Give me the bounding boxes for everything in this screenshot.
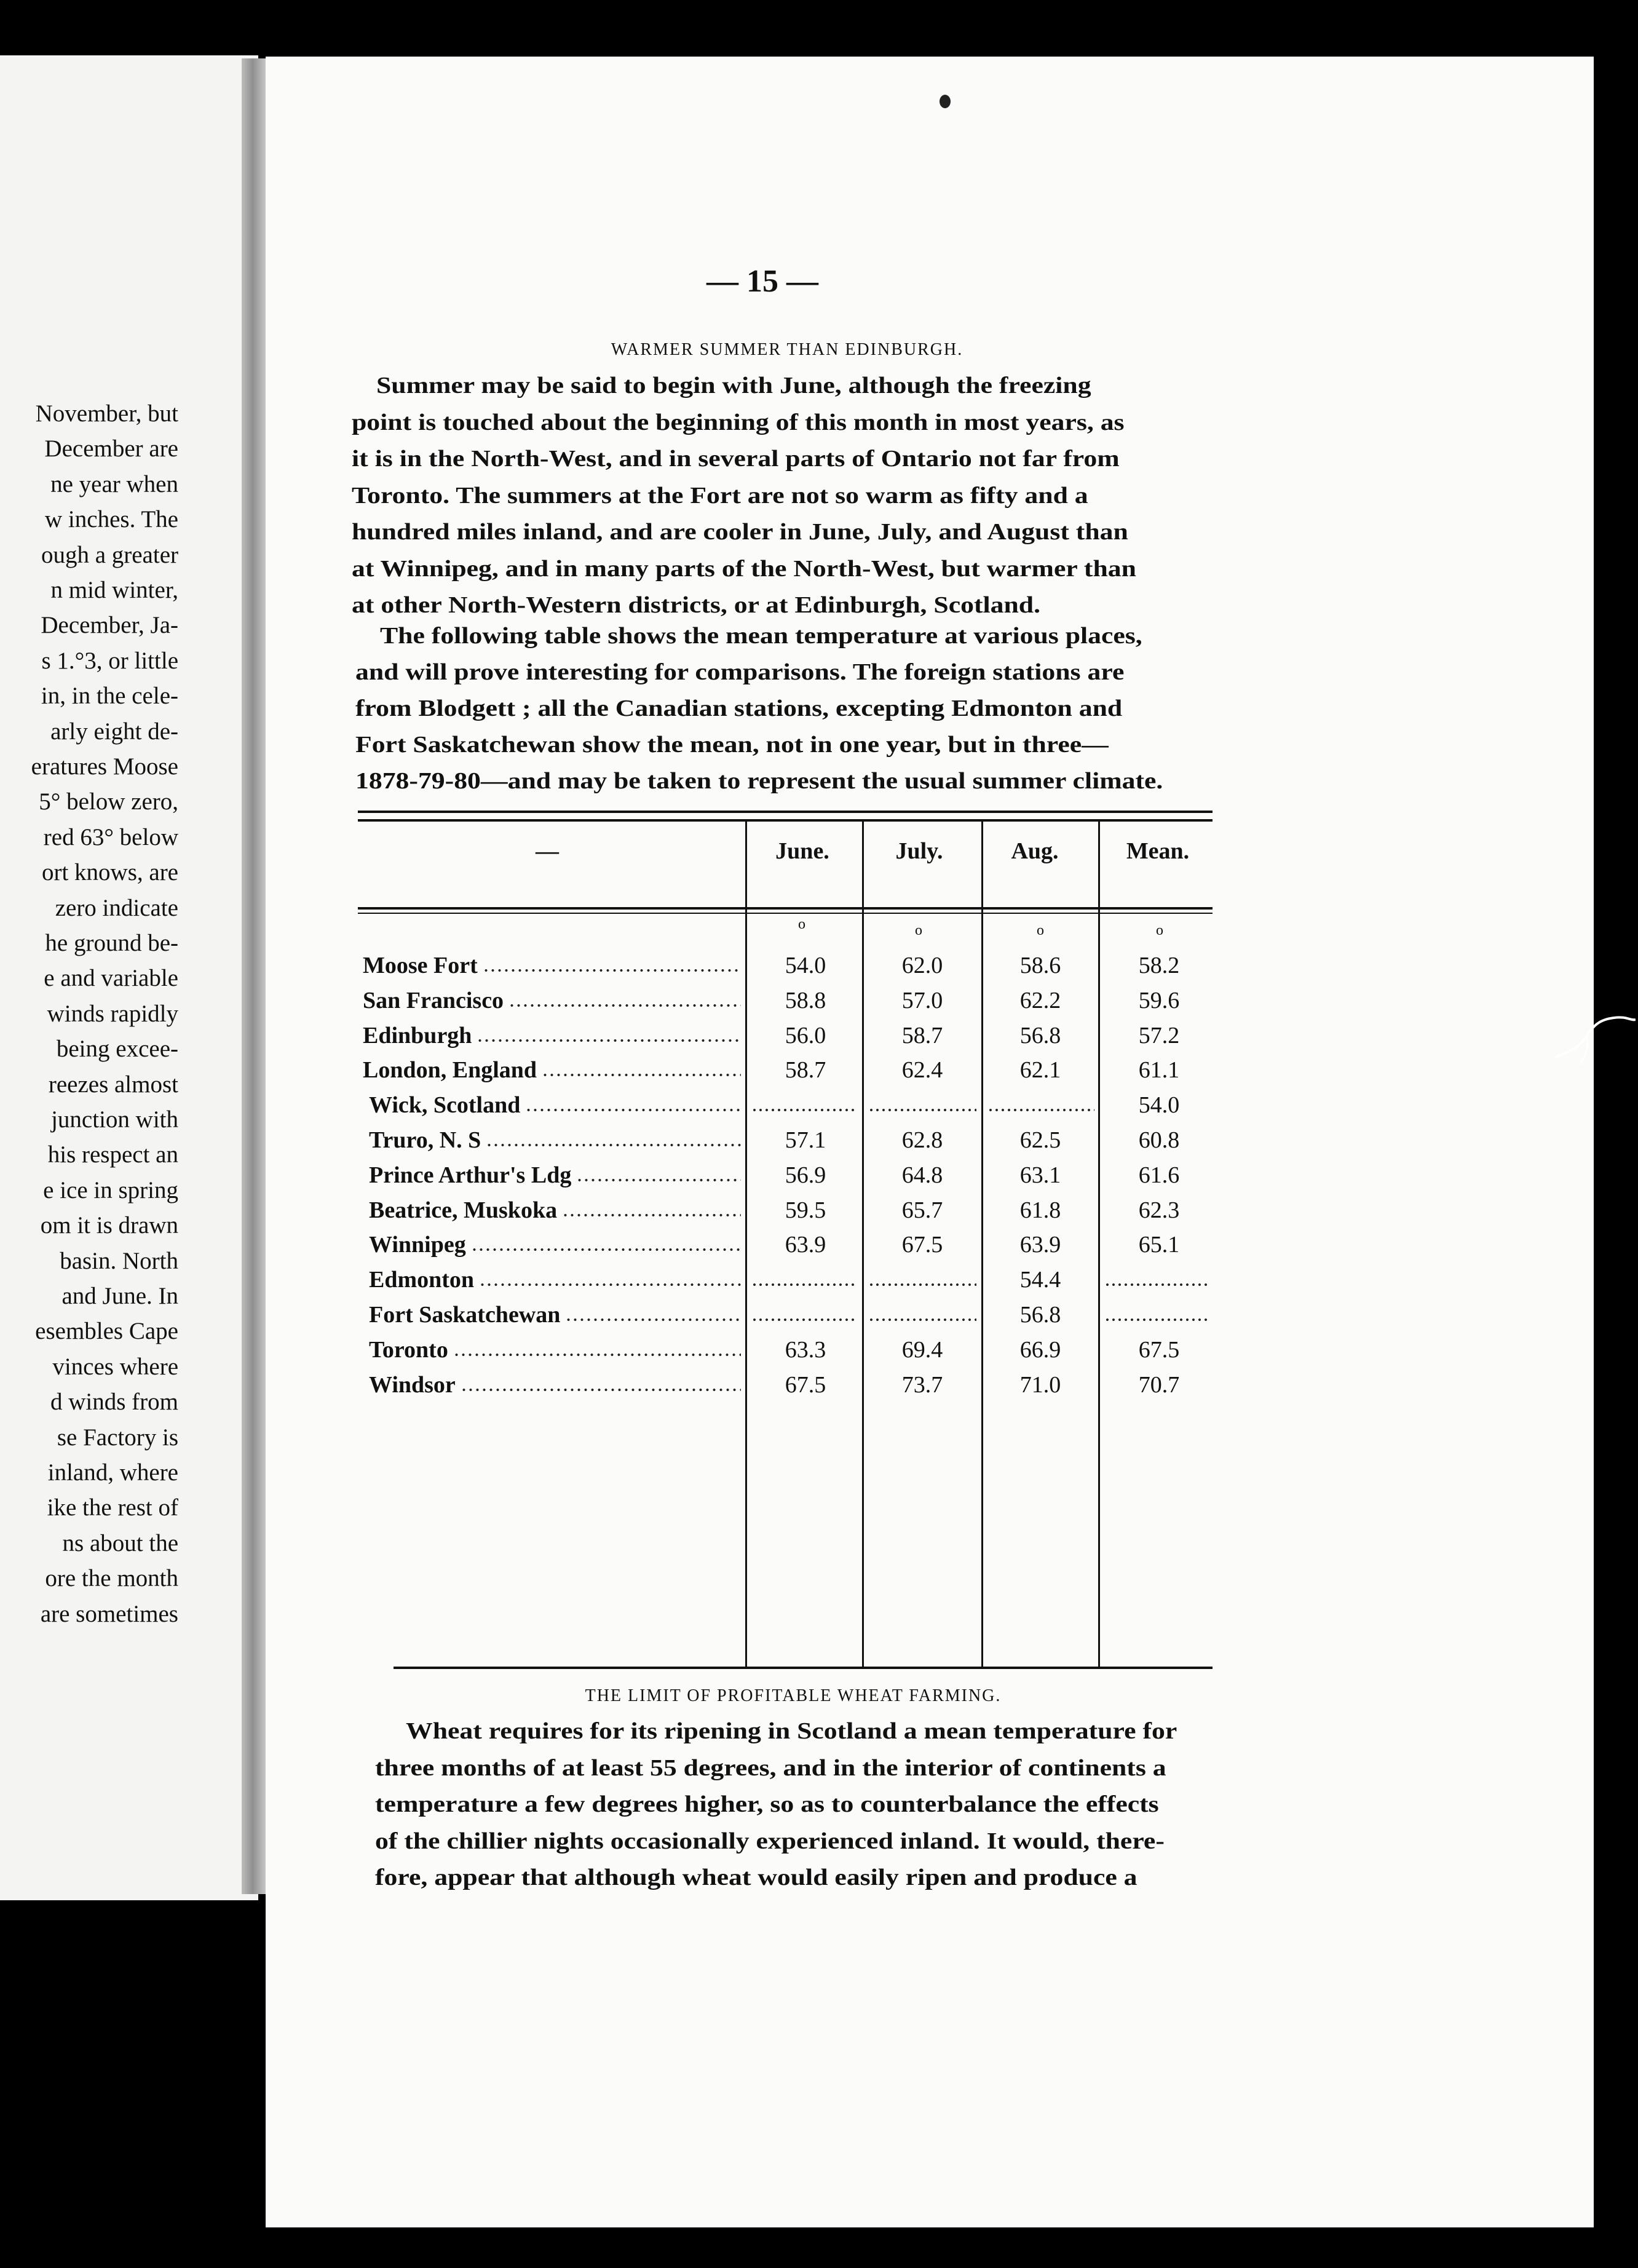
- table-cell-aug: 63.1: [1019, 1162, 1061, 1188]
- left-page-line: and June. In: [61, 1283, 178, 1309]
- left-page-line: reezes almost: [48, 1071, 178, 1098]
- degree-mark-june: o: [798, 916, 805, 932]
- text-line: point is touched about the beginning of this month in most years, as: [352, 409, 1125, 435]
- text-line: hundred miles inland, and are cooler in June, July, and August than: [352, 519, 1128, 545]
- left-page-line: he ground be-: [45, 930, 178, 956]
- table-cell-june: 57.1: [785, 1127, 826, 1153]
- left-page-line: ns about the: [62, 1529, 178, 1556]
- text-line: at Winnipeg, and in many parts of the North-West, but warmer than: [352, 555, 1136, 582]
- left-page-line: December, Ja-: [41, 612, 178, 639]
- empty-cell-dots: [1104, 1318, 1209, 1321]
- table-cell-place: Wick, Scotland: [369, 1092, 521, 1119]
- dot-leader: [565, 1318, 741, 1321]
- left-page-line: November, but: [35, 400, 178, 427]
- speck-mark: [940, 95, 951, 108]
- table-row: [0, 1301, 1638, 1332]
- table-cell-july: 62.8: [901, 1127, 943, 1153]
- left-page-line: vinces where: [52, 1353, 178, 1380]
- section-heading-wheat-farming: THE LIMIT OF PROFITABLE WHEAT FARMING.: [585, 1686, 1002, 1705]
- left-page-line: zero indicate: [55, 894, 178, 921]
- table-row: [0, 987, 1638, 1018]
- dot-leader: [508, 1004, 741, 1007]
- table-cell-mean: 57.2: [1138, 1022, 1180, 1049]
- table-cell-place: Fort Saskatchewan: [369, 1302, 561, 1328]
- text-line: Toronto. The summers at the Fort are not so warm as fifty and a: [352, 482, 1088, 509]
- table-cell-june: 56.9: [785, 1162, 826, 1188]
- header-aug: Aug.: [1011, 838, 1059, 864]
- table-cell-place: San Francisco: [363, 987, 504, 1013]
- table-cell-june: 56.0: [785, 1022, 826, 1049]
- text-line: it is in the North-West, and in several parts of Ontario not far from: [352, 446, 1120, 472]
- table-cell-july: 65.7: [901, 1197, 943, 1223]
- left-page-line: s 1.°3, or little: [41, 647, 178, 674]
- page-number: — 15 —: [706, 264, 818, 299]
- table-cell-aug: 58.6: [1019, 953, 1061, 978]
- table-top-rule-1: [358, 811, 1213, 813]
- table-cell-place: Edmonton: [369, 1267, 475, 1293]
- empty-cell-dots: [868, 1109, 976, 1111]
- left-page-line: ough a greater: [41, 541, 178, 568]
- dot-leader: [477, 1039, 741, 1042]
- dot-leader: [576, 1179, 741, 1181]
- left-page-line: e ice in spring: [43, 1176, 178, 1203]
- left-page-line: in, in the cele-: [41, 683, 178, 710]
- table-cell-mean: 54.0: [1138, 1092, 1180, 1119]
- table-cell-aug: 62.2: [1019, 987, 1061, 1013]
- left-page-line: ort knows, are: [41, 859, 178, 886]
- empty-cell-dots: [868, 1318, 976, 1321]
- left-page-line: eratures Moose: [31, 753, 178, 780]
- degree-mark-july: o: [915, 922, 922, 938]
- left-page-line: being excee-: [56, 1036, 178, 1063]
- left-page-line: basin. North: [60, 1247, 178, 1274]
- table-row: [0, 1231, 1638, 1262]
- text-line: three months of at least 55 degrees, and in the interior of continents a: [375, 1755, 1166, 1781]
- table-cell-june: 63.9: [785, 1232, 826, 1258]
- left-page-line: December are: [44, 435, 178, 462]
- left-page-line: ore the month: [45, 1565, 178, 1592]
- dot-leader: [542, 1074, 741, 1076]
- left-page-line: his respect an: [47, 1141, 178, 1168]
- table-cell-aug: 71.0: [1019, 1371, 1061, 1398]
- left-page-line: arly eight de-: [50, 718, 178, 745]
- table-cell-june: 67.5: [785, 1371, 826, 1398]
- empty-cell-dots: [751, 1283, 858, 1286]
- table-cell-june: 54.0: [785, 953, 826, 978]
- text-line: fore, appear that although wheat would easily ripen and produce a: [375, 1865, 1138, 1890]
- degree-mark-aug: o: [1037, 922, 1044, 938]
- table-cell-mean: 70.7: [1138, 1371, 1180, 1398]
- text-line: of the chillier nights occasionally experienced inland. It would, there-: [375, 1828, 1165, 1854]
- section-heading-warmer-summer: WARMER SUMMER THAN EDINBURGH.: [611, 340, 963, 359]
- table-cell-place: Edinburgh: [363, 1022, 472, 1049]
- table-cell-july: 57.0: [901, 987, 943, 1013]
- table-cell-june: 63.3: [785, 1336, 826, 1363]
- header-bottom-rule: [358, 907, 1213, 910]
- table-row: [0, 1162, 1638, 1192]
- table-cell-place: Toronto: [369, 1336, 448, 1363]
- table-cell-june: 58.8: [785, 987, 826, 1013]
- table-cell-mean: 67.5: [1138, 1336, 1180, 1363]
- text-line: The following table shows the mean temperature at various places,: [380, 623, 1142, 649]
- left-page-line: 5° below zero,: [39, 788, 178, 815]
- table-row: [0, 1371, 1638, 1402]
- table-cell-july: 69.4: [901, 1336, 943, 1363]
- table-cell-july: 58.7: [901, 1022, 943, 1049]
- table-cell-july: 64.8: [901, 1162, 943, 1188]
- text-line: Summer may be said to begin with June, although the freezing: [376, 373, 1091, 398]
- table-cell-mean: 58.2: [1138, 953, 1180, 978]
- table-row: [0, 1266, 1638, 1297]
- table-row: [0, 952, 1638, 983]
- left-page-line: n mid winter,: [50, 577, 178, 603]
- header-place: —: [536, 838, 559, 864]
- empty-cell-dots: [868, 1283, 976, 1286]
- text-line: temperature a few degrees higher, so as to counterbalance the effects: [375, 1791, 1159, 1817]
- empty-cell-dots: [751, 1109, 858, 1111]
- dot-leader: [453, 1354, 741, 1356]
- left-page-line: winds rapidly: [47, 1000, 178, 1027]
- table-cell-place: Prince Arthur's Ldg: [369, 1162, 572, 1188]
- left-page-line: se Factory is: [57, 1424, 178, 1451]
- table-cell-place: Winnipeg: [369, 1232, 466, 1258]
- table-cell-aug: 62.5: [1019, 1127, 1061, 1153]
- table-cell-aug: 66.9: [1019, 1336, 1061, 1363]
- left-page-line: esembles Cape: [35, 1318, 178, 1345]
- text-line: Fort Saskatchewan show the mean, not in one year, but in three—: [355, 732, 1109, 758]
- left-page-line: ne year when: [50, 470, 178, 498]
- table-cell-place: Windsor: [369, 1371, 456, 1398]
- left-page-line: e and variable: [44, 965, 178, 992]
- table-top-rule-2: [358, 819, 1213, 822]
- table-cell-place: Truro, N. S: [369, 1127, 481, 1153]
- table-row: [0, 1022, 1638, 1053]
- table-cell-place: London, England: [363, 1057, 537, 1084]
- left-page-line: ike the rest of: [47, 1494, 178, 1521]
- dot-leader: [486, 1144, 741, 1146]
- left-page-line: inland, where: [47, 1459, 178, 1486]
- table-cell-aug: 61.8: [1019, 1197, 1061, 1223]
- table-cell-place: Moose Fort: [363, 953, 478, 978]
- dot-leader: [483, 969, 741, 972]
- left-page-line: red 63° below: [43, 823, 178, 850]
- table-cell-mean: 65.1: [1138, 1232, 1180, 1258]
- table-cell-aug: 62.1: [1019, 1057, 1061, 1084]
- dot-leader: [471, 1248, 741, 1251]
- table-cell-aug: 54.4: [1019, 1267, 1061, 1293]
- table-cell-july: 62.0: [901, 953, 943, 978]
- table-cell-mean: 61.1: [1138, 1057, 1180, 1084]
- table-cell-aug: 56.8: [1019, 1022, 1061, 1049]
- dot-leader: [479, 1283, 741, 1286]
- empty-cell-dots: [751, 1318, 858, 1321]
- text-line: at other North-Western districts, or at Edinburgh, Scotland.: [352, 592, 1041, 618]
- left-page-line: w inches. The: [45, 506, 178, 533]
- left-page-line: junction with: [51, 1106, 178, 1133]
- header-mean: Mean.: [1126, 838, 1190, 864]
- table-cell-mean: 59.6: [1138, 987, 1180, 1013]
- text-line: and will prove interesting for comparisons. The foreign stations are: [355, 659, 1125, 685]
- left-page-line: om it is drawn: [40, 1212, 178, 1239]
- left-page-line: are sometimes: [40, 1600, 178, 1627]
- table-cell-july: 67.5: [901, 1232, 943, 1258]
- text-line: 1878-79-80—and may be taken to represent the usual summer climate.: [355, 768, 1163, 794]
- table-row: [0, 1336, 1638, 1367]
- dot-leader: [461, 1389, 741, 1391]
- table-row: [0, 1057, 1638, 1087]
- dot-leader: [562, 1214, 741, 1216]
- empty-cell-dots: [1104, 1283, 1209, 1286]
- dot-leader: [525, 1109, 741, 1111]
- table-row: [0, 1092, 1638, 1122]
- table-bottom-rule: [394, 1667, 1213, 1669]
- table-cell-july: 62.4: [901, 1057, 943, 1084]
- header-june: June.: [775, 838, 829, 864]
- table-cell-mean: 62.3: [1138, 1197, 1180, 1223]
- header-july: July.: [895, 838, 943, 864]
- empty-cell-dots: [987, 1109, 1094, 1111]
- page-curl-mark: [1549, 959, 1636, 1070]
- table-cell-june: 58.7: [785, 1057, 826, 1084]
- table-cell-mean: 61.6: [1138, 1162, 1180, 1188]
- table-row: [0, 1197, 1638, 1227]
- table-cell-july: 73.7: [901, 1371, 943, 1398]
- table-cell-aug: 63.9: [1019, 1232, 1061, 1258]
- degree-mark-mean: o: [1156, 922, 1163, 938]
- text-line: Wheat requires for its ripening in Scotland a mean temperature for: [406, 1718, 1177, 1744]
- table-cell-aug: 56.8: [1019, 1302, 1061, 1328]
- table-row: [0, 1127, 1638, 1157]
- text-line: from Blodgett ; all the Canadian stations, excepting Edmonton and: [355, 696, 1123, 721]
- table-cell-june: 59.5: [785, 1197, 826, 1223]
- table-cell-place: Beatrice, Muskoka: [369, 1197, 558, 1223]
- header-bottom-rule-2: [358, 913, 1213, 914]
- table-cell-mean: 60.8: [1138, 1127, 1180, 1153]
- left-page-line: d winds from: [50, 1389, 178, 1416]
